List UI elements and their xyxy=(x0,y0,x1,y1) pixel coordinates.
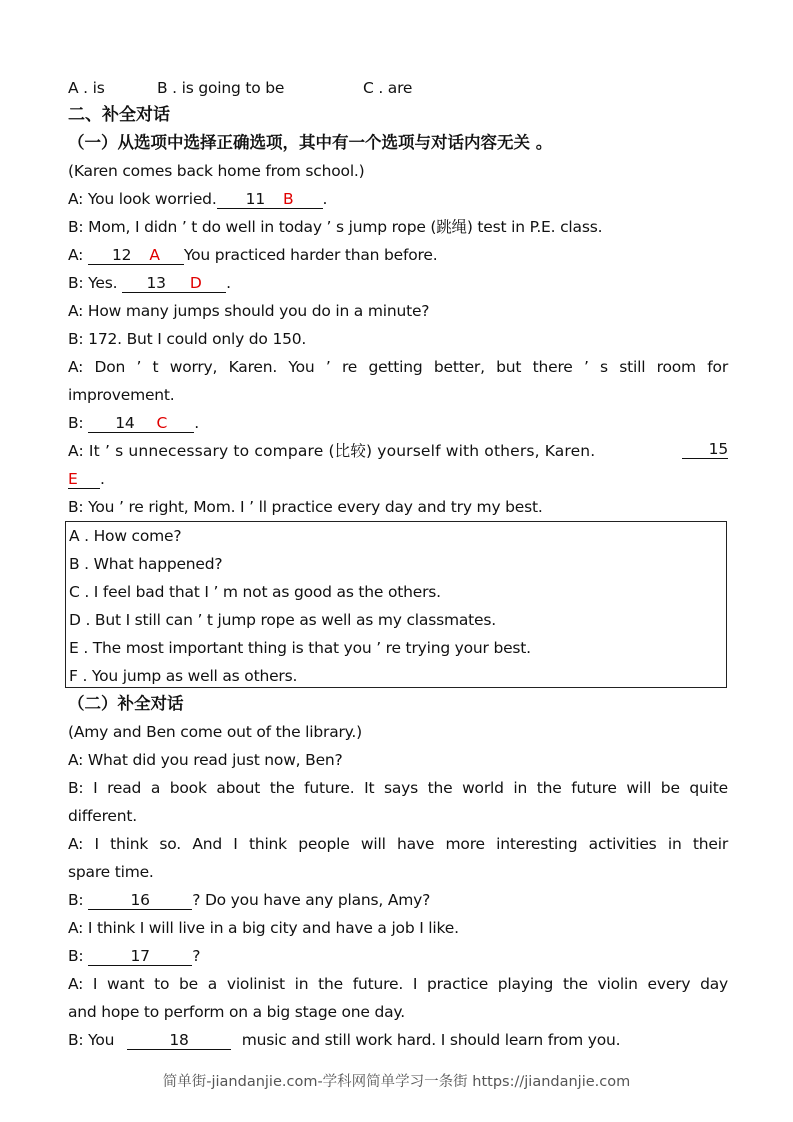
dialogue-text: ? xyxy=(192,947,201,965)
dialogue-line xyxy=(68,272,728,294)
dialogue-line: B: 172. But I could only do 150. xyxy=(68,330,307,348)
dialogue-text: . xyxy=(194,414,199,432)
dialogue-line-cont: different. xyxy=(68,807,137,825)
dialogue-text: . xyxy=(322,190,328,208)
question-options-row xyxy=(68,77,728,99)
page-footer: 简单街-jiandanjie.com-学科网简单学习一条街 https://jiandanjie.com xyxy=(162,1074,631,1090)
dialogue-line xyxy=(68,412,728,434)
dialogue-line: A: I think so. And I think people will have more interesting activities in their xyxy=(68,835,728,853)
dialogue-text: B: Yes. xyxy=(68,274,123,292)
answer-mark: B xyxy=(282,190,294,208)
dialogue-text: . xyxy=(100,470,105,488)
option-item: C . I feel bad that I ’ m not as good as the others. xyxy=(69,583,441,601)
answer-blank-18[interactable]: 18 xyxy=(127,1031,231,1050)
option-c: C . are xyxy=(363,79,413,97)
answer-blank-15-cont[interactable] xyxy=(68,470,100,489)
answer-mark: D xyxy=(189,274,202,292)
dialogue-line-cont: improvement. xyxy=(68,386,175,404)
dialogue-line xyxy=(68,440,728,462)
answer-mark: A xyxy=(149,246,160,264)
blank-number: 15 xyxy=(708,440,728,458)
option-item: B . What happened? xyxy=(69,555,223,573)
blank-number: 12 xyxy=(112,246,132,264)
dialogue-text: . xyxy=(226,274,231,292)
section-title: 二、补全对话 xyxy=(68,105,170,125)
dialogue-text: B: xyxy=(68,891,89,909)
answer-mark: C xyxy=(156,414,168,432)
dialogue-text: A: xyxy=(68,246,88,264)
dialogue-text: music and still work hard. I should learn from you. xyxy=(237,1031,621,1049)
answer-blank-13[interactable] xyxy=(122,274,226,293)
option-item: A . How come? xyxy=(69,527,182,545)
dialogue-line: B: I read a book about the future. It says the world in the future will be quite xyxy=(68,779,728,797)
dialogue-text: A: It ’ s unnecessary to compare (比较) yourself with others, Karen. xyxy=(68,442,596,460)
dialogue-line-cont: spare time. xyxy=(68,863,154,881)
answer-mark: E xyxy=(68,470,78,488)
dialogue-line: A: I think I will live in a big city and have a job I like. xyxy=(68,919,459,937)
part2-title: （二）补全对话 xyxy=(68,694,184,713)
dialogue-text: You practiced harder than before. xyxy=(183,246,438,264)
blank-number: 13 xyxy=(146,274,166,292)
dialogue-line xyxy=(68,244,728,266)
answer-blank-14[interactable] xyxy=(88,414,194,433)
dialogue-line xyxy=(68,1029,728,1051)
dialogue-text: B: xyxy=(68,414,89,432)
dialogue-line: B: Mom, I didn ’ t do well in today ’ s jump rope (跳绳) test in P.E. class. xyxy=(68,218,603,236)
answer-blank-16[interactable]: 16 xyxy=(88,891,192,910)
dialogue-line: A: What did you read just now, Ben? xyxy=(68,751,343,769)
option-item: D . But I still can ’ t jump rope as well as my classmates. xyxy=(69,611,496,629)
dialogue-text: ? Do you have any plans, Amy? xyxy=(192,891,431,909)
option-b: B . is going to be xyxy=(157,79,285,97)
blank-number: 11 xyxy=(245,190,265,208)
dialogue-line xyxy=(68,188,728,210)
answer-blank-17[interactable]: 17 xyxy=(88,947,192,966)
dialogue-line: B: You ’ re right, Mom. I ’ ll practice every day and try my best. xyxy=(68,498,543,516)
option-item: F . You jump as well as others. xyxy=(69,667,298,685)
dialogue-text: B: xyxy=(68,947,89,965)
dialogue-line-cont: and hope to perform on a big stage one day. xyxy=(68,1003,405,1021)
part1-context: (Karen comes back home from school.) xyxy=(68,162,365,180)
dialogue-line: A: I want to be a violinist in the future. I practice playing the violin every day xyxy=(68,975,728,993)
dialogue-text: B: You xyxy=(68,1031,120,1049)
blank-number: 14 xyxy=(115,414,135,432)
answer-blank-15[interactable] xyxy=(682,440,728,459)
option-a: A . is xyxy=(68,79,105,97)
option-item: E . The most important thing is that you ’ re trying your best. xyxy=(69,639,531,657)
dialogue-line xyxy=(68,945,728,967)
dialogue-line: A: Don ’ t worry, Karen. You ’ re getting better, but there ’ s still room for xyxy=(68,358,728,376)
answer-blank-11[interactable] xyxy=(217,190,323,209)
dialogue-line-cont xyxy=(68,468,728,490)
part1-instruction: （一）从选项中选择正确选项，其中有一个选项与对话内容无关 。 xyxy=(68,133,553,152)
answer-blank-12[interactable] xyxy=(88,246,184,265)
part2-context: (Amy and Ben come out of the library.) xyxy=(68,723,362,741)
dialogue-line: A: How many jumps should you do in a minute? xyxy=(68,302,430,320)
dialogue-line xyxy=(68,889,728,911)
dialogue-text: A: You look worried. xyxy=(68,190,217,208)
options-box xyxy=(65,521,727,688)
